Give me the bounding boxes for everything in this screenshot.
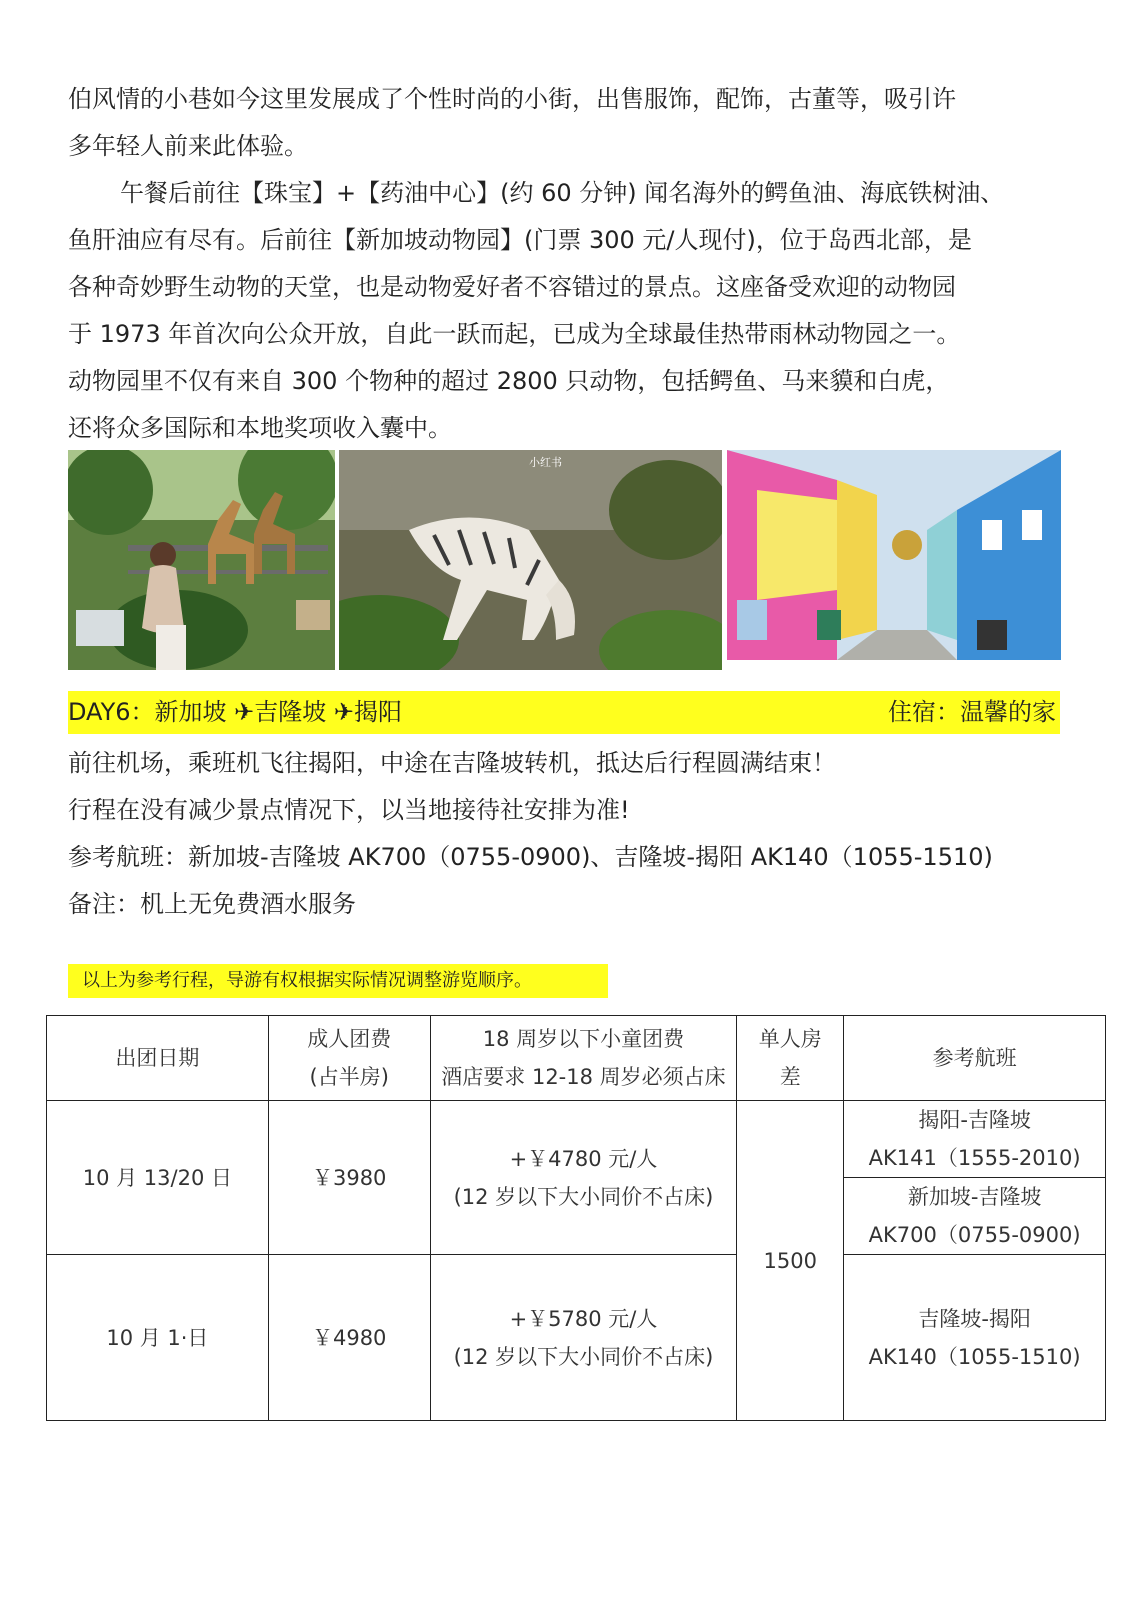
row1-date: 10 月 13/20 日 [47,1101,269,1255]
single-supplement-value: 1500 [737,1101,844,1421]
photo-watermark: 小红书 [529,456,562,469]
white-tiger-picture [339,450,722,670]
row2-child-fee [430,1255,737,1421]
row2-child-line2: (12 岁以下大小同价不占床) [453,1344,714,1369]
text-line: 鱼肝油应有尽有。后前往【新加坡动物园】(门票 300 元/人现付)，位于岛西北部，是 [68,226,972,254]
row1-child-fee [430,1101,737,1255]
photo-colorful-street [727,450,1061,660]
day6-lodging: 住宿：温馨的家 [888,698,1056,726]
flight-code: AK140（1055-1510) [868,1344,1081,1369]
photo-white-tiger [339,450,722,670]
header-child-line2: 酒店要求 12-18 周岁必须占床 [441,1065,726,1089]
text-line: 行程在没有减少景点情况下，以当地接待社安排为准! [68,796,630,824]
row1-adult-fee: ￥3980 [268,1101,430,1255]
header-child-fee [430,1016,737,1101]
text-line: 参考航班：新加坡-吉隆坡 AK700（0755-0900)、吉隆坡-揭阳 AK140（1055-1510) [68,843,993,871]
text-line: 备注：机上无免费酒水服务 [68,890,356,918]
header-adult-line2: (占半房) [309,1065,389,1089]
flight-cell-3 [844,1255,1106,1421]
flight-route: 新加坡-吉隆坡 [907,1185,1042,1209]
text-line: 各种奇妙野生动物的天堂，也是动物爱好者不容错过的景点。这座备受欢迎的动物园 [68,273,956,301]
table-row [47,1255,1106,1421]
header-single-line1: 单人房 [758,1027,822,1051]
row1-child-line1: +￥4780 元/人 [509,1146,658,1171]
colorful-street-picture [727,450,1061,660]
row1-child-line2: (12 岁以下大小同价不占床) [453,1184,714,1209]
flight-cell-1 [844,1101,1106,1178]
header-date: 出团日期 [47,1016,269,1101]
photo-giraffe-zoo [68,450,335,670]
header-single-supplement [737,1016,844,1101]
day6-header-bar [68,691,1060,734]
row2-date: 10 月 1·日 [47,1255,269,1421]
header-flight: 参考航班 [844,1016,1106,1101]
day6-details [68,740,993,928]
day6-title: DAY6：新加坡 ✈吉隆坡 ✈揭阳 [68,698,403,726]
zoo-paragraph [68,170,1048,452]
table-row [47,1101,1106,1178]
flight-code: AK700（0755-0900) [868,1223,1081,1247]
flight-route: 吉隆坡-揭阳 [918,1306,1031,1331]
flight-code: AK141（1555-2010) [868,1146,1081,1170]
row2-adult-fee: ￥4980 [268,1255,430,1421]
flight-cell-2 [844,1178,1106,1255]
text-line: 动物园里不仅有来自 300 个物种的超过 2800 只动物，包括鳄鱼、马来貘和白虎， [68,367,950,395]
text-line: 伯风情的小巷如今这里发展成了个性时尚的小街，出售服饰，配饰，古董等，吸引许 [68,85,956,113]
table-header-row [47,1016,1106,1101]
giraffe-zoo-picture [68,450,335,670]
itinerary-notice: 以上为参考行程，导游有权根据实际情况调整游览顺序。 [68,964,608,998]
text-line: 前往机场，乘班机飞往揭阳，中途在吉隆坡转机，抵达后行程圆满结束！ [68,749,836,777]
row2-child-line1: +￥5780 元/人 [509,1306,658,1331]
header-child-line1: 18 周岁以下小童团费 [482,1027,685,1051]
flight-route: 揭阳-吉隆坡 [918,1108,1031,1132]
header-adult-line1: 成人团费 [307,1027,392,1051]
text-line: 多年轻人前来此体验。 [68,132,308,160]
price-table [46,1015,1106,1421]
text-line: 午餐后前往【珠宝】+【药油中心】(约 60 分钟) 闻名海外的鳄鱼油、海底铁树油、 [120,179,1005,207]
header-single-line2: 差 [779,1065,801,1089]
text-line: 还将众多国际和本地奖项收入囊中。 [68,414,452,442]
header-adult-fee [268,1016,430,1101]
intro-paragraph [68,76,1048,170]
text-line: 于 1973 年首次向公众开放，自此一跃而起，已成为全球最佳热带雨林动物园之一。 [68,320,961,348]
